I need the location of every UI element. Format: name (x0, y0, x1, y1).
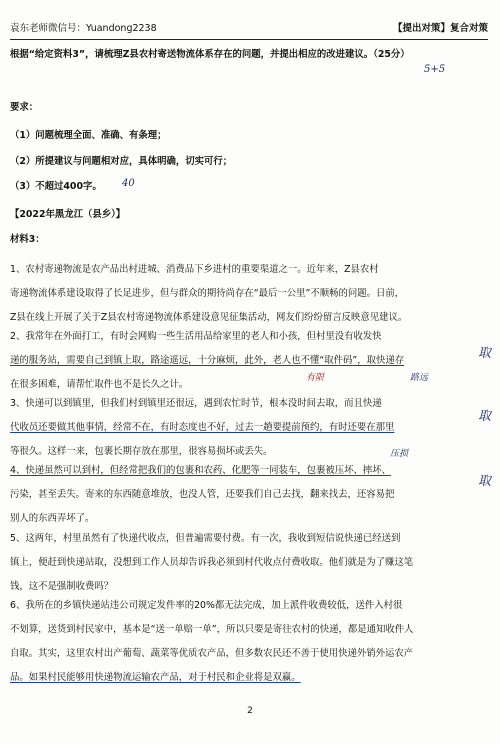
paragraph-line: Z县在线上开展了关于Z县农村寄递物流体系建设意见征集活动，网友们纷纷留言反映意见建议。 (10, 312, 408, 323)
paragraph-line: 寄递物流体系建设取得了长足进步，但与群众的期待尚存在“最后一公里”不顺畅的问题。日前， (10, 288, 405, 299)
paragraph-line: 6、我所在的乡镇快递站违公司规定发件率的20%都无法完成，加上派件收费较低，送件入村很 (10, 600, 403, 611)
paragraph-line: 别人的东西弄坏了。 (10, 513, 95, 524)
score-annotation: 5+5 (424, 64, 446, 75)
paragraph-2 (10, 325, 478, 397)
paragraph-line: 污染，甚至丢失。寄来的东西随意堆放，也没人管，还要我们自己去找，翻来找去，还容易把 (10, 489, 395, 500)
question-text: 根据“给定资料3”，请梳理Z县农村寄送物流体系存在的问题，并提出相应的改进建议。（25分） (10, 49, 410, 60)
paragraph-line: 品。如果村民能够用快递物流运输农产品，对于村民和企业将是双赢。 (10, 672, 301, 683)
paragraph-line: 不划算，送货到村民家中，基本是“送一单赔一单”，所以只要是寄往农村的快递，都是通知收件人 (10, 624, 414, 635)
paragraph-1 (10, 258, 478, 330)
paragraph-line: 在很多困难，请帮忙取件也不是长久之计。 (10, 379, 189, 390)
paragraph-line: 代收员还要做其他事情，经常不在，有时态度也不好，过去一趟要提前预约，有时还要在那里 (10, 422, 395, 433)
margin-note: 有限 (306, 373, 325, 383)
paragraph-line: 等很久。这样一来，包裹长期存放在那里，很容易损坏或丢失。 (10, 446, 273, 457)
margin-note: 路远 (410, 373, 429, 383)
word-limit-annotation: 40 (122, 178, 135, 189)
requirement-3: （3）不超过400字。 (10, 181, 102, 192)
paragraph-line: 5、这两年，村里虽然有了快递代收点，但普遍需要付费。有一次，我收到短信说快递已经送到 (10, 533, 401, 544)
requirement-1: （1）问题梳理全面、准确、有条理； (10, 130, 167, 141)
paragraph-line: 镇上，便赶到快递站取，没想到工作人员却告诉我必须到村代收点付费收取。他们就是为了赚这笔 (10, 557, 414, 568)
paragraph-line: 2、我常年在外面打工，有时会网购一些生活用品给家里的老人和小孩，但村里没有收发快 (10, 331, 382, 342)
paragraph-line: 递的服务站，需要自己到镇上取，路途遥远，十分麻烦，此外，老人也不懂“取件码”，取快递存 (10, 355, 405, 366)
header-category: 【提出对策】复合对策 (392, 23, 488, 34)
requirement-2: （2）所提建议与问题相对应，具体明确，切实可行； (10, 156, 233, 167)
paragraph-line: 3、快递可以到镇里，但我们村到镇里还很远，遇到农忙时节，根本没时间去取，而且快递 (10, 398, 382, 409)
take-annotation: 取 (478, 346, 492, 361)
take-annotation: 取 (478, 474, 492, 489)
paragraph-line: 自取。其实，这里农村出产葡萄、蔬菜等优质农产品，但多数农民还不善于使用快递外销外运农产 (10, 648, 414, 659)
take-annotation: 取 (478, 409, 492, 424)
source-tag: 【2022年黑龙江（县乡）】 (10, 209, 126, 220)
paragraph-line: 4、快递虽然可以到村，但经常把我们的包裹和农药、化肥等一同装车，包裹被压坏、摔坏、 (10, 465, 391, 476)
paragraph-4 (10, 459, 478, 531)
requirements-title: 要求： (10, 102, 39, 113)
paragraph-5 (10, 527, 478, 599)
page-header (10, 20, 488, 38)
paragraph-6 (10, 594, 478, 690)
header-wechat: 袁东老师微信号：Yuandong2238 (10, 23, 157, 34)
margin-note: 压损 (390, 449, 409, 459)
material-title: 材料3： (10, 234, 45, 245)
page-number: 2 (247, 706, 253, 716)
paragraph-line: 1、农村寄递物流是农产品出村进城、消费品下乡进村的重要渠道之一。近年来，Z县农村 (10, 264, 379, 275)
paragraph-line: 钱，这不是强制收费吗？ (10, 581, 114, 592)
header-rule (10, 39, 488, 40)
